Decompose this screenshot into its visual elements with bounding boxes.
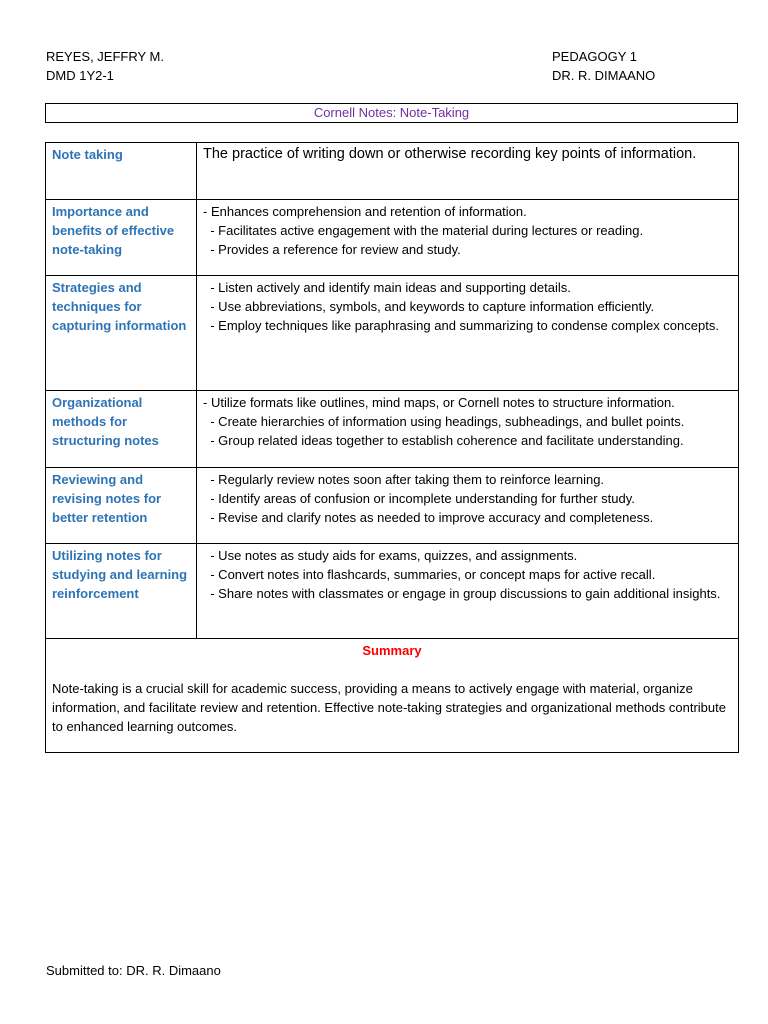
- cue-cell: Strategies and techniques for capturing information: [46, 276, 197, 391]
- note-line: - Use abbreviations, symbols, and keywords to capture information efficiently.: [203, 299, 655, 314]
- table-row: [46, 468, 739, 544]
- note-line: - Share notes with classmates or engage in group discussions to gain additional insights.: [203, 586, 721, 601]
- note-line: - Enhances comprehension and retention of information.: [203, 204, 527, 219]
- student-section: DMD 1Y2-1: [46, 68, 114, 83]
- table-row: [46, 544, 739, 639]
- note-line: - Facilitates active engagement with the material during lectures or reading.: [203, 223, 644, 238]
- notes-cell: [197, 468, 739, 544]
- note-line: - Convert notes into flashcards, summaries, or concept maps for active recall.: [203, 567, 656, 582]
- table-row: [46, 143, 739, 200]
- note-line: - Identify areas of confusion or incomplete understanding for further study.: [203, 491, 635, 506]
- cue-cell: Utilizing notes for studying and learning reinforcement: [46, 544, 197, 639]
- cue-cell: Organizational methods for structuring notes: [46, 391, 197, 468]
- cue-cell: Importance and benefits of effective note-taking: [46, 200, 197, 276]
- cue-cell: Note taking: [46, 143, 197, 200]
- note-line: - Utilize formats like outlines, mind maps, or Cornell notes to structure information.: [203, 395, 675, 410]
- course-info: [552, 47, 655, 85]
- student-name: REYES, JEFFRY M.: [46, 49, 164, 64]
- summary-row: [46, 639, 739, 753]
- cue-cell: Reviewing and revising notes for better retention: [46, 468, 197, 544]
- submitted-to: Submitted to: DR. R. Dimaano: [46, 963, 221, 978]
- table-row: [46, 391, 739, 468]
- summary-cell: [46, 639, 739, 753]
- table-row: [46, 276, 739, 391]
- note-line: - Listen actively and identify main ideas and supporting details.: [203, 280, 571, 295]
- note-line: - Group related ideas together to establish coherence and facilitate understanding.: [203, 433, 684, 448]
- notes-cell: [197, 391, 739, 468]
- notes-cell: [197, 276, 739, 391]
- summary-heading: Summary: [362, 643, 422, 658]
- student-info: [46, 47, 164, 85]
- summary-text: Note-taking is a crucial skill for academic success, providing a means to actively engage with material, organize information, and facilitate review and retention. Effective note-taking strategies and organizational methods contribute to enhanced learning outcomes.: [52, 681, 726, 734]
- notes-cell: [197, 200, 739, 276]
- note-line: - Employ techniques like paraphrasing and summarizing to condense complex concepts.: [203, 318, 719, 333]
- note-line: - Create hierarchies of information using headings, subheadings, and bullet points.: [203, 414, 685, 429]
- course-name: PEDAGOGY 1: [552, 49, 638, 64]
- notes-cell: [197, 544, 739, 639]
- note-line: - Revise and clarify notes as needed to improve accuracy and completeness.: [203, 510, 654, 525]
- table-row: [46, 200, 739, 276]
- notes-cell: [197, 143, 739, 200]
- instructor-name: DR. R. DIMAANO: [552, 68, 656, 83]
- cornell-notes-table: [45, 142, 739, 753]
- note-line: - Provides a reference for review and study.: [203, 242, 461, 257]
- note-line: - Use notes as study aids for exams, quizzes, and assignments.: [203, 548, 578, 563]
- note-line: The practice of writing down or otherwise recording key points of information.: [203, 146, 697, 162]
- page-title: Cornell Notes: Note-Taking: [45, 103, 738, 123]
- note-line: - Regularly review notes soon after taking them to reinforce learning.: [203, 472, 605, 487]
